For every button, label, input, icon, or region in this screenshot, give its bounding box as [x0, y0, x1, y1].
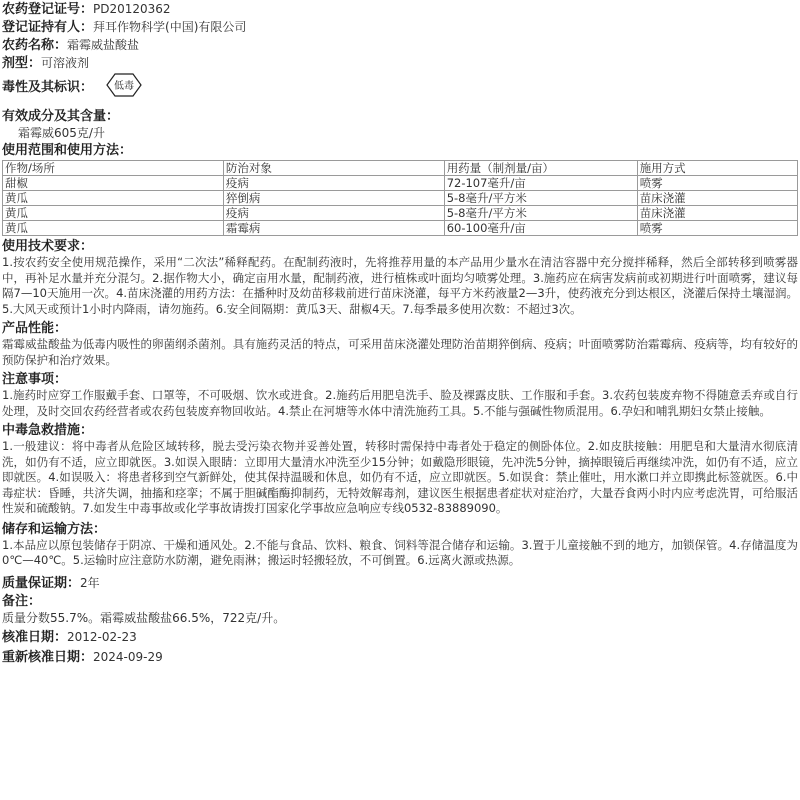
remarks-text: 质量分数55.7%。霜霉威盐酸盐66.5%，722克/升。 — [2, 610, 286, 625]
approval-date: 2012-02-23 — [67, 629, 137, 644]
reapproval-line — [2, 647, 798, 667]
approval-label: 核准日期： — [2, 629, 68, 645]
table-header-cell: 用药量（制剂量/亩） — [444, 161, 637, 176]
tech-text: 1.按农药安全使用规范操作，采用“二次法”稀释配药。在配制药液时，先将推荐用量的本产品用少量水在清洁容器中充分搅拌稀释，然后全部转移到喷雾器中，再补足水量并充分混匀。2.据作物大小，确定亩用水量，配制药液，进行植株或叶面均匀喷雾处理。3.施药应在病害发病前或初期进行叶面喷雾，建议每隔7—10天施用一次。4.苗床浇灌的用药方法：在播种时及幼苗移栽前进行苗床浇灌，每平方米药液量2—3升，使药液充分到达根区，浇灌后保持土壤湿润。5.大风天或预计1小时内降雨，请勿施药。6.安全间隔期：黄瓜3天、甜椒4天。7.每季最多使用次数：不超过3次。 — [2, 255, 798, 316]
table-cell: 苗床浇灌 — [637, 191, 797, 206]
table-cell: 疫病 — [223, 176, 444, 191]
table-cell: 黄瓜 — [3, 206, 224, 221]
table-cell: 霜霉病 — [223, 221, 444, 236]
low-toxicity-badge-icon — [105, 72, 143, 103]
name-value: 霜霉威盐酸盐 — [67, 38, 140, 52]
first-aid-title: 中毒急救措施： — [2, 423, 94, 438]
storage-text: 1.本品应以原包装储存于阴凉、干燥和通风处。2.不能与食品、饮料、粮食、饲料等混合储存和运输。3.置于儿童接触不到的地方，加锁保管。4.存储温度为0℃—40℃。5.运输时应注意防水防潮，避免雨淋；搬运时轻搬轻放，不可倒置。6.远离火源或热源。 — [2, 537, 798, 567]
formulation-value: 可溶液剂 — [41, 56, 90, 70]
holder-label: 登记证持有人： — [2, 20, 94, 35]
table-row — [3, 206, 798, 221]
table-header-cell: 作物/场所 — [3, 161, 224, 176]
ingredient-value: 霜霉威605克/升 — [18, 126, 105, 140]
approval-line — [2, 627, 798, 647]
name-label: 农药名称： — [2, 38, 68, 53]
table-row — [3, 221, 798, 236]
registration-line — [2, 0, 798, 18]
toxicity-label: 毒性及其标识： — [2, 80, 94, 95]
table-cell: 黄瓜 — [3, 191, 224, 206]
table-cell: 60-100毫升/亩 — [444, 221, 637, 236]
usage-title: 使用范围和使用方法： — [2, 143, 133, 158]
table-cell: 5-8毫升/平方米 — [444, 206, 637, 221]
table-cell: 喷雾 — [637, 176, 797, 191]
toxicity-badge-text: 低毒 — [113, 81, 134, 92]
table-cell: 苗床浇灌 — [637, 206, 797, 221]
tech-title: 使用技术要求： — [2, 239, 94, 254]
warranty-line — [2, 573, 798, 593]
first-aid-text: 1.一般建议：将中毒者从危险区域转移，脱去受污染衣物并妥善处置，转移时需保持中毒者处于稳定的侧卧体位。2.如皮肤接触：用肥皂和大量清水彻底清洗，如仍有不适，应立即就医。3.如误入眼睛：立即用大量清水冲洗至少15分钟；如戴隐形眼镜，先冲洗5分钟，摘掉眼镜后再继续冲洗，如仍有不适，应立即就医。4.如误吸入：将患者移到空气新鲜处，使其保持温暖和休息，如仍有不适，应立即就医。5.如误食：禁止催吐，用水漱口并立即携此标签就医。6.中毒症状：昏睡，共济失调，抽搐和痉挛；不属于胆碱酯酶抑制药，无特效解毒剂，建议医生根据患者症状对症治疗，大量吞食两小时内应考虑洗胃，可给服活性炭和硫酸钠。7.如发生中毒事故或化学事故请拨打国家化学事故应急响应专线0532-83889090。 — [2, 439, 798, 515]
holder-value: 拜耳作物科学(中国)有限公司 — [93, 20, 247, 34]
table-header-row — [3, 161, 798, 176]
registration-label: 农药登记证号： — [2, 2, 94, 17]
table-cell: 猝倒病 — [223, 191, 444, 206]
performance-text: 霜霉威盐酸盐为低毒内吸性的卵菌纲杀菌剂。具有施药灵活的特点，可采用苗床浇灌处理防治苗期猝倒病、疫病；叶面喷雾防治霜霉病、疫病等，均有较好的预防保护和治疗效果。 — [2, 337, 798, 367]
table-cell: 5-8毫升/平方米 — [444, 191, 637, 206]
table-header-cell: 施用方式 — [637, 161, 797, 176]
registration-number: PD20120362 — [93, 2, 171, 16]
table-row — [3, 176, 798, 191]
holder-line — [2, 18, 798, 36]
toxicity-line — [2, 72, 798, 102]
remarks-title: 备注： — [2, 593, 42, 609]
warranty-label: 质量保证期： — [2, 575, 81, 591]
reapproval-date: 2024-09-29 — [93, 649, 163, 664]
usage-table — [2, 160, 798, 236]
formulation-line — [2, 54, 798, 72]
precautions-text: 1.施药时应穿工作服戴手套、口罩等，不可吸烟、饮水或进食。2.施药后用肥皂洗手、脸及裸露皮肤、工作服和手套。3.农药包装废弃物不得随意丢弃或自行处理，及时交回农药经营者或农药包装废弃物回收站。4.禁止在河塘等水体中清洗施药工具。5.不能与强碱性物质混用。6.孕妇和哺乳期妇女禁止接触。 — [2, 388, 798, 418]
table-cell: 甜椒 — [3, 176, 224, 191]
storage-title: 储存和运输方法： — [2, 521, 107, 537]
name-line — [2, 36, 798, 54]
table-row — [3, 191, 798, 206]
reapproval-label: 重新核准日期： — [2, 649, 94, 665]
formulation-label: 剂型： — [2, 56, 42, 71]
performance-title: 产品性能： — [2, 321, 68, 336]
table-cell: 黄瓜 — [3, 221, 224, 236]
table-cell: 疫病 — [223, 206, 444, 221]
ingredient-title: 有效成分及其含量： — [2, 109, 120, 124]
table-header-cell: 防治对象 — [223, 161, 444, 176]
table-cell: 72-107毫升/亩 — [444, 176, 637, 191]
table-cell: 喷雾 — [637, 221, 797, 236]
warranty-value: 2年 — [80, 575, 100, 590]
precautions-title: 注意事项： — [2, 372, 68, 387]
